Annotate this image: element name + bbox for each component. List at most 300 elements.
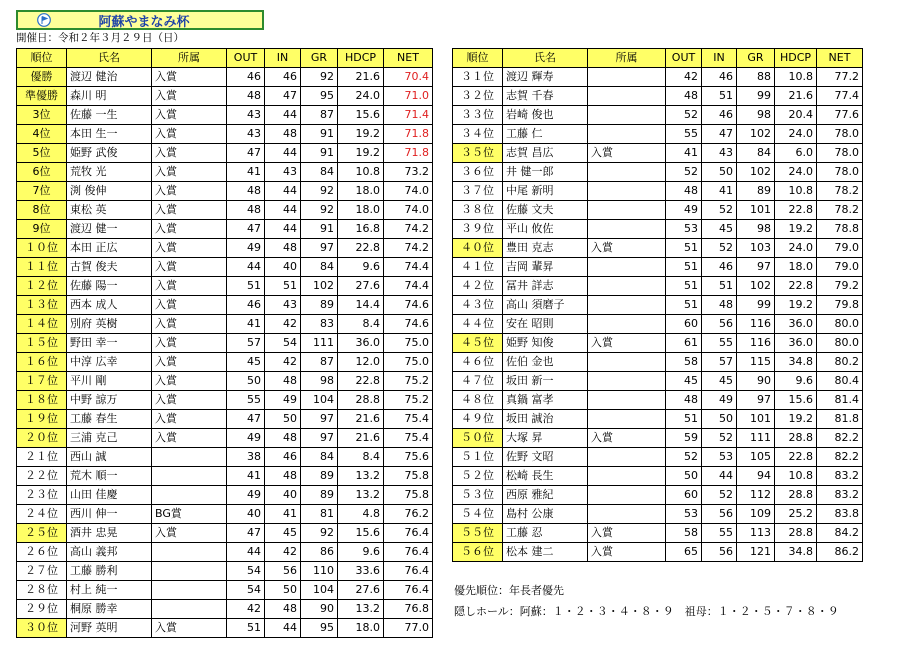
in-cell: 42 [265,315,301,334]
table-row [453,144,863,163]
affiliation-cell: 入賞 [588,543,666,562]
net-cell: 75.0 [384,353,433,372]
affiliation-cell [152,486,227,505]
name-cell: 荒牧 光 [67,163,152,182]
name-cell: 工藤 仁 [503,125,588,144]
rank-cell: ３９位 [453,220,503,239]
name-cell: 高山 義邦 [67,543,152,562]
net-cell: 80.4 [817,372,863,391]
gross-cell: 91 [301,125,338,144]
table-row [17,391,433,410]
header-row [17,49,433,68]
table-row [17,372,433,391]
affiliation-cell [588,220,666,239]
out-cell: 50 [227,372,265,391]
name-cell: 中淳 広幸 [67,353,152,372]
header-net: NET [817,49,863,68]
net-cell: 77.2 [817,68,863,87]
out-cell: 54 [227,562,265,581]
hdcp-cell: 24.0 [775,163,817,182]
rank-cell: ５６位 [453,543,503,562]
table-row [453,315,863,334]
in-cell: 48 [265,239,301,258]
name-cell: 志賀 千春 [503,87,588,106]
header-hdcp: HDCP [775,49,817,68]
gross-cell: 101 [737,201,775,220]
table-row [453,68,863,87]
affiliation-cell: 入賞 [152,258,227,277]
in-cell: 48 [265,372,301,391]
results-table-left [16,48,433,638]
rank-cell: ２６位 [17,543,67,562]
in-cell: 44 [265,106,301,125]
gross-cell: 92 [301,201,338,220]
table-row [453,543,863,562]
header-gross: GR [301,49,338,68]
out-cell: 58 [666,353,702,372]
rank-cell: ５５位 [453,524,503,543]
out-cell: 48 [666,87,702,106]
rank-cell: ３７位 [453,182,503,201]
out-cell: 47 [227,144,265,163]
gross-cell: 84 [301,163,338,182]
rank-cell: 9位 [17,220,67,239]
net-cell: 76.2 [384,505,433,524]
gross-cell: 116 [737,315,775,334]
affiliation-cell [588,505,666,524]
table-row [453,87,863,106]
header-row [453,49,863,68]
affiliation-cell: 入賞 [152,201,227,220]
name-cell: 吉岡 輩昇 [503,258,588,277]
gross-cell: 102 [737,277,775,296]
gross-cell: 97 [737,258,775,277]
net-cell: 76.4 [384,562,433,581]
table-row [17,201,433,220]
table-row [453,106,863,125]
out-cell: 55 [666,125,702,144]
affiliation-cell [588,277,666,296]
table-row [453,182,863,201]
hdcp-cell: 28.8 [775,486,817,505]
gross-cell: 105 [737,448,775,467]
hdcp-cell: 22.8 [775,201,817,220]
in-cell: 56 [265,562,301,581]
rank-cell: ５１位 [453,448,503,467]
hdcp-cell: 12.0 [338,353,384,372]
net-cell: 83.8 [817,505,863,524]
out-cell: 42 [666,68,702,87]
in-cell: 44 [265,182,301,201]
rank-cell: １４位 [17,315,67,334]
header-name: 氏名 [67,49,152,68]
header-in: IN [702,49,737,68]
gross-cell: 88 [737,68,775,87]
in-cell: 52 [702,486,737,505]
net-cell: 83.2 [817,486,863,505]
out-cell: 61 [666,334,702,353]
affiliation-cell [152,448,227,467]
hdcp-cell: 18.0 [338,182,384,201]
hdcp-cell: 10.8 [775,68,817,87]
name-cell: 姫野 武俊 [67,144,152,163]
gross-cell: 102 [737,125,775,144]
in-cell: 43 [265,296,301,315]
table-row [17,125,433,144]
rank-cell: 5位 [17,144,67,163]
hdcp-cell: 4.8 [338,505,384,524]
name-cell: 佐野 文昭 [503,448,588,467]
affiliation-cell: 入賞 [152,372,227,391]
hdcp-cell: 18.0 [775,258,817,277]
hdcp-cell: 10.8 [338,163,384,182]
name-cell: 中野 諒万 [67,391,152,410]
table-row [17,448,433,467]
net-cell: 75.4 [384,410,433,429]
net-cell: 80.0 [817,334,863,353]
out-cell: 51 [666,258,702,277]
rank-cell: ４５位 [453,334,503,353]
affiliation-cell [152,543,227,562]
table-row [453,239,863,258]
affiliation-cell: 入賞 [152,353,227,372]
rank-cell: １９位 [17,410,67,429]
table-row [17,581,433,600]
table-row [17,296,433,315]
hdcp-cell: 21.6 [338,429,384,448]
in-cell: 56 [702,543,737,562]
net-cell: 78.8 [817,220,863,239]
name-cell: 志賀 昌広 [503,144,588,163]
out-cell: 52 [666,163,702,182]
in-cell: 51 [702,87,737,106]
name-cell: 坂田 新一 [503,372,588,391]
rank-cell: 準優勝 [17,87,67,106]
table-row [453,391,863,410]
affiliation-cell [588,391,666,410]
gross-cell: 87 [301,353,338,372]
net-cell: 77.0 [384,619,433,638]
in-cell: 44 [265,201,301,220]
rank-cell: ４９位 [453,410,503,429]
rank-cell: １２位 [17,277,67,296]
rank-cell: ２７位 [17,562,67,581]
net-cell: 79.8 [817,296,863,315]
name-cell: 渡辺 輝寿 [503,68,588,87]
affiliation-cell: 入賞 [152,106,227,125]
name-cell: 高山 須磨子 [503,296,588,315]
out-cell: 41 [666,144,702,163]
out-cell: 41 [227,467,265,486]
gross-cell: 83 [301,315,338,334]
out-cell: 58 [666,524,702,543]
hdcp-cell: 28.8 [775,524,817,543]
in-cell: 52 [702,201,737,220]
in-cell: 46 [702,68,737,87]
net-cell: 86.2 [817,543,863,562]
rank-cell: ５０位 [453,429,503,448]
hdcp-cell: 24.0 [775,239,817,258]
hdcp-cell: 36.0 [338,334,384,353]
hdcp-cell: 13.2 [338,600,384,619]
in-cell: 45 [702,372,737,391]
table-row [17,182,433,201]
gross-cell: 101 [737,410,775,429]
hidden-holes-note: 隠しホール：阿蘇：１・２・３・４・８・９ 祖母：１・２・５・７・８・９ [454,605,839,618]
net-cell: 71.8 [384,144,433,163]
table-row [17,258,433,277]
net-cell: 74.2 [384,220,433,239]
affiliation-cell: 入賞 [588,524,666,543]
rank-cell: 4位 [17,125,67,144]
table-row [17,68,433,87]
in-cell: 42 [265,543,301,562]
in-cell: 46 [265,68,301,87]
net-cell: 74.6 [384,296,433,315]
table-row [453,467,863,486]
rank-cell: ２９位 [17,600,67,619]
gross-cell: 90 [301,600,338,619]
table-row [17,486,433,505]
hdcp-cell: 36.0 [775,334,817,353]
gross-cell: 113 [737,524,775,543]
out-cell: 52 [666,448,702,467]
name-cell: 平山 攸佐 [503,220,588,239]
table-row [17,239,433,258]
net-cell: 80.0 [817,315,863,334]
hdcp-cell: 21.6 [338,410,384,429]
in-cell: 48 [265,467,301,486]
gross-cell: 84 [301,448,338,467]
affiliation-cell: 入賞 [152,182,227,201]
out-cell: 52 [666,106,702,125]
affiliation-cell [588,163,666,182]
rank-cell: ４３位 [453,296,503,315]
in-cell: 48 [265,429,301,448]
affiliation-cell: BG賞 [152,505,227,524]
affiliation-cell [152,581,227,600]
rank-cell: ４６位 [453,353,503,372]
rank-cell: ４０位 [453,239,503,258]
name-cell: 冨井 詳志 [503,277,588,296]
in-cell: 50 [265,410,301,429]
table-row [453,277,863,296]
name-cell: 安在 昭則 [503,315,588,334]
affiliation-cell [588,353,666,372]
out-cell: 51 [666,296,702,315]
hdcp-cell: 10.8 [775,182,817,201]
affiliation-cell: 入賞 [152,125,227,144]
hdcp-cell: 16.8 [338,220,384,239]
out-cell: 48 [227,182,265,201]
net-cell: 76.4 [384,524,433,543]
gross-cell: 84 [301,258,338,277]
net-cell: 75.6 [384,448,433,467]
hdcp-cell: 19.2 [775,296,817,315]
out-cell: 49 [227,429,265,448]
affiliation-cell: 入賞 [588,429,666,448]
name-cell: 西本 成人 [67,296,152,315]
rank-cell: ３３位 [453,106,503,125]
out-cell: 57 [227,334,265,353]
in-cell: 44 [265,220,301,239]
affiliation-cell [152,600,227,619]
in-cell: 44 [265,144,301,163]
rank-cell: 3位 [17,106,67,125]
hdcp-cell: 19.2 [775,220,817,239]
affiliation-cell: 入賞 [152,220,227,239]
in-cell: 53 [702,448,737,467]
in-cell: 44 [265,619,301,638]
affiliation-cell: 入賞 [588,239,666,258]
in-cell: 45 [265,524,301,543]
header-rank: 順位 [453,49,503,68]
name-cell: 工藤 忍 [503,524,588,543]
hdcp-cell: 22.8 [775,448,817,467]
gross-cell: 102 [737,163,775,182]
affiliation-cell: 入賞 [152,334,227,353]
table-row [17,562,433,581]
hdcp-cell: 27.6 [338,581,384,600]
net-cell: 75.4 [384,429,433,448]
affiliation-cell: 入賞 [152,315,227,334]
out-cell: 65 [666,543,702,562]
net-cell: 75.0 [384,334,433,353]
net-cell: 74.4 [384,277,433,296]
name-cell: 野田 幸一 [67,334,152,353]
gross-cell: 87 [301,106,338,125]
affiliation-cell: 入賞 [152,524,227,543]
out-cell: 54 [227,581,265,600]
hdcp-cell: 28.8 [775,429,817,448]
gross-cell: 94 [737,467,775,486]
net-cell: 76.4 [384,543,433,562]
table-row [17,524,433,543]
rank-cell: ２５位 [17,524,67,543]
out-cell: 48 [227,201,265,220]
table-row [17,410,433,429]
out-cell: 47 [227,524,265,543]
in-cell: 44 [702,467,737,486]
name-cell: 姫野 知俊 [503,334,588,353]
affiliation-cell: 入賞 [152,239,227,258]
hdcp-cell: 22.8 [338,372,384,391]
out-cell: 51 [666,239,702,258]
net-cell: 79.0 [817,258,863,277]
name-cell: 古賀 俊夫 [67,258,152,277]
out-cell: 49 [227,239,265,258]
gross-cell: 115 [737,353,775,372]
table-row [453,353,863,372]
out-cell: 43 [227,125,265,144]
in-cell: 51 [265,277,301,296]
affiliation-cell: 入賞 [152,68,227,87]
table-row [453,524,863,543]
out-cell: 41 [227,315,265,334]
rank-cell: ５４位 [453,505,503,524]
table-row [453,334,863,353]
name-cell: 三浦 克己 [67,429,152,448]
rank-cell: ２２位 [17,467,67,486]
affiliation-cell: 入賞 [152,277,227,296]
net-cell: 82.2 [817,429,863,448]
in-cell: 46 [702,258,737,277]
net-cell: 74.0 [384,201,433,220]
name-cell: 佐藤 陽一 [67,277,152,296]
in-cell: 40 [265,258,301,277]
hdcp-cell: 33.6 [338,562,384,581]
affiliation-cell: 入賞 [588,144,666,163]
rank-cell: １６位 [17,353,67,372]
out-cell: 44 [227,258,265,277]
affiliation-cell [588,125,666,144]
table-row [17,87,433,106]
out-cell: 48 [666,391,702,410]
in-cell: 56 [702,315,737,334]
hdcp-cell: 34.8 [775,353,817,372]
rank-cell: ３８位 [453,201,503,220]
rank-cell: ２４位 [17,505,67,524]
table-row [453,410,863,429]
out-cell: 44 [227,543,265,562]
net-cell: 82.2 [817,448,863,467]
name-cell: 河野 英明 [67,619,152,638]
out-cell: 53 [666,220,702,239]
name-cell: 中尾 新明 [503,182,588,201]
net-cell: 83.2 [817,467,863,486]
out-cell: 55 [227,391,265,410]
gross-cell: 112 [737,486,775,505]
in-cell: 43 [702,144,737,163]
hdcp-cell: 9.6 [338,543,384,562]
table-row [453,486,863,505]
hdcp-cell: 21.6 [338,68,384,87]
in-cell: 57 [702,353,737,372]
in-cell: 55 [702,334,737,353]
hdcp-cell: 8.4 [338,448,384,467]
header-hdcp: HDCP [338,49,384,68]
name-cell: 本田 正広 [67,239,152,258]
gross-cell: 99 [737,87,775,106]
affiliation-cell: 入賞 [152,429,227,448]
gross-cell: 84 [737,144,775,163]
gross-cell: 91 [301,144,338,163]
affiliation-cell: 入賞 [152,163,227,182]
out-cell: 50 [666,467,702,486]
gross-cell: 102 [301,277,338,296]
out-cell: 49 [666,201,702,220]
hdcp-cell: 19.2 [775,410,817,429]
results-table-right [452,48,863,562]
out-cell: 51 [227,619,265,638]
in-cell: 46 [265,448,301,467]
affiliation-cell [588,106,666,125]
in-cell: 50 [265,581,301,600]
in-cell: 52 [702,429,737,448]
affiliation-cell: 入賞 [152,144,227,163]
hdcp-cell: 18.0 [338,619,384,638]
in-cell: 47 [702,125,737,144]
net-cell: 75.2 [384,372,433,391]
name-cell: 豊田 克志 [503,239,588,258]
name-cell: 大塚 昇 [503,429,588,448]
name-cell: 佐藤 文夫 [503,201,588,220]
rank-cell: １１位 [17,258,67,277]
out-cell: 43 [227,106,265,125]
in-cell: 54 [265,334,301,353]
net-cell: 73.2 [384,163,433,182]
gross-cell: 95 [301,87,338,106]
